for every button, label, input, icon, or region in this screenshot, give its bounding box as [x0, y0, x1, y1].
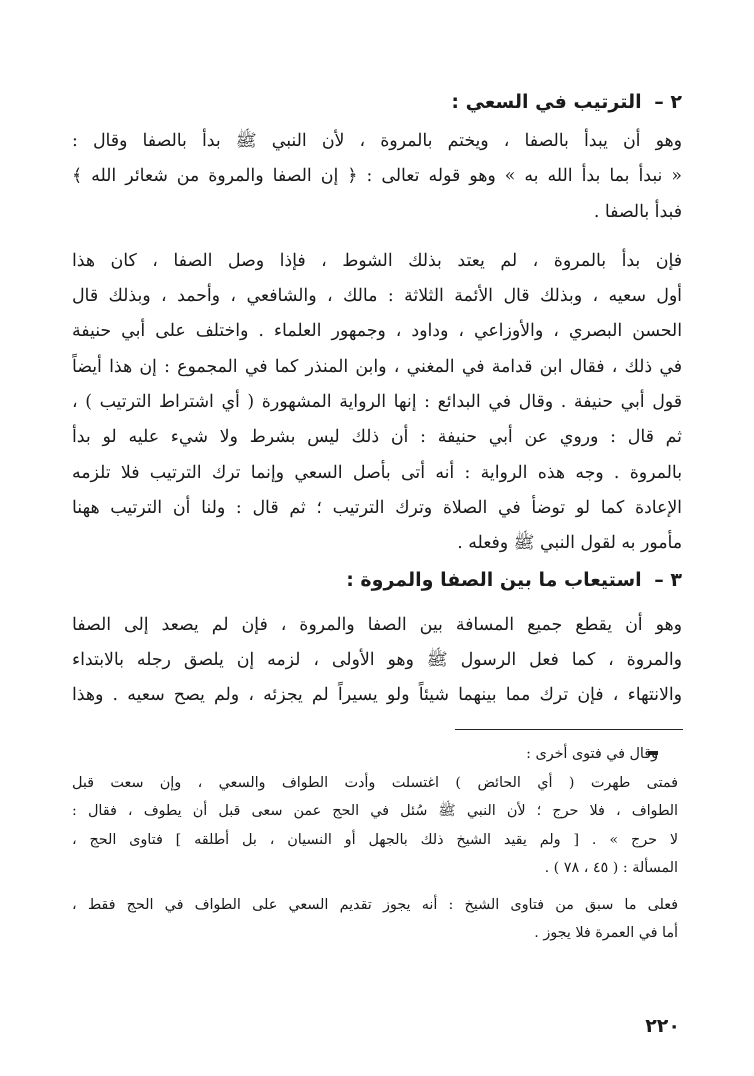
text-line: والمروة ، كما فعل الرسول ﷺ وهو الأولى ، لزمه إن يلصق رجله بالابتداء: [72, 649, 682, 670]
text-line: قول أبي حنيفة . وقال في البدائع : إنها الرواية المشهورة ( أي اشتراط الترتيب ) ،: [72, 392, 682, 413]
page-number: ٢٢٠: [645, 1015, 680, 1037]
text-line: الإعادة كما لو توضأ في الصلاة وترك الترتيب ؛ ثم قال : ولنا أن الترتيب ههنا: [72, 497, 682, 518]
section-number: ٢ –: [654, 91, 682, 113]
text-line: مأمور به لقول النبي ﷺ وفعله .: [457, 533, 682, 554]
text-line: الحسن البصري ، والأوزاعي ، وداود ، وجمهور العلماء . واختلف على أبي حنيفة: [72, 321, 682, 342]
text-line: « نبدأ بما بدأ الله به » وهو قوله تعالى : ﴿ إن الصفا والمروة من شعائر الله ﴾: [72, 166, 682, 187]
footnote-line: فعلى ما سبق من فتاوى الشيخ : أنه يجوز تقديم السعي على الطواف في الحج فقط ،: [72, 896, 678, 913]
text-line: بالمروة . وجه هذه الرواية : أنه أتى بأصل السعي وإنما ترك الترتيب فلا تلزمه: [72, 462, 682, 483]
footnote-line: لا حرج » . [ ولم يقيد الشيخ ذلك بالجهل أو النسيان ، بل أطلقه ] فتاوى الحج ،: [72, 831, 678, 848]
footnote: [72, 740, 682, 948]
footnote-line: أما في العمرة فلا يجوز .: [534, 925, 678, 941]
footnote-line: المسألة : ( ٤٥ ، ٧٨ ) .: [544, 860, 678, 876]
text-line: في ذلك ، فقال ابن قدامة في المغني ، وابن المنذر كما في المجموع : إن هذا أيضاً: [72, 356, 682, 377]
section-title: الترتيب في السعي :: [451, 91, 642, 113]
footnote-line: وقال في فتوى أخرى :: [526, 746, 658, 762]
section-heading-3: [72, 566, 682, 594]
paragraph: [72, 244, 682, 562]
text-line: فإن بدأ بالمروة ، لم يعتد بذلك الشوط ، فإذا وصل الصفا ، كان هذا: [72, 250, 682, 271]
section-number: ٣ –: [654, 568, 682, 591]
footnote-line: الطواف ، فلا حرج ؛ لأن النبي ﷺ سُئل في الحج عمن سعى قبل أن يطوف ، فقال :: [72, 803, 678, 819]
text-line: وهو أن يقطع جميع المسافة بين الصفا والمروة ، فإن لم يصعد إلى الصفا: [72, 614, 682, 635]
section-heading-2: [72, 88, 682, 116]
text-line: وهو أن يبدأ بالصفا ، ويختم بالمروة ، لأن النبي ﷺ بدأ بالصفا وقال :: [72, 131, 682, 151]
section-title: استيعاب ما بين الصفا والمروة :: [346, 568, 642, 591]
paragraph: [72, 124, 682, 230]
text-line: فبدأ بالصفا .: [593, 201, 682, 222]
text-line: أول سعيه ، وبذلك قال الأئمة الثلاثة : مالك ، والشافعي ، وأحمد ، وبذلك قال: [72, 286, 682, 307]
main-text: [72, 80, 682, 713]
paragraph: [72, 608, 682, 714]
text-line: والانتهاء ، فإن ترك مما بينهما شيئاً ولو يسيراً لم يجزئه ، ولم يصح سعيه . وهذا: [72, 685, 682, 706]
footnote-line: فمتى طهرت ( أي الحائض ) اغتسلت وأدت الطواف والسعي ، وإن سعت قبل: [72, 774, 678, 791]
text-line: ثم قال : وروي عن أبي حنيفة : أن ذلك ليس بشرط ولا شيء عليه لو بدأ: [72, 427, 682, 448]
footnote-divider: [455, 729, 683, 730]
